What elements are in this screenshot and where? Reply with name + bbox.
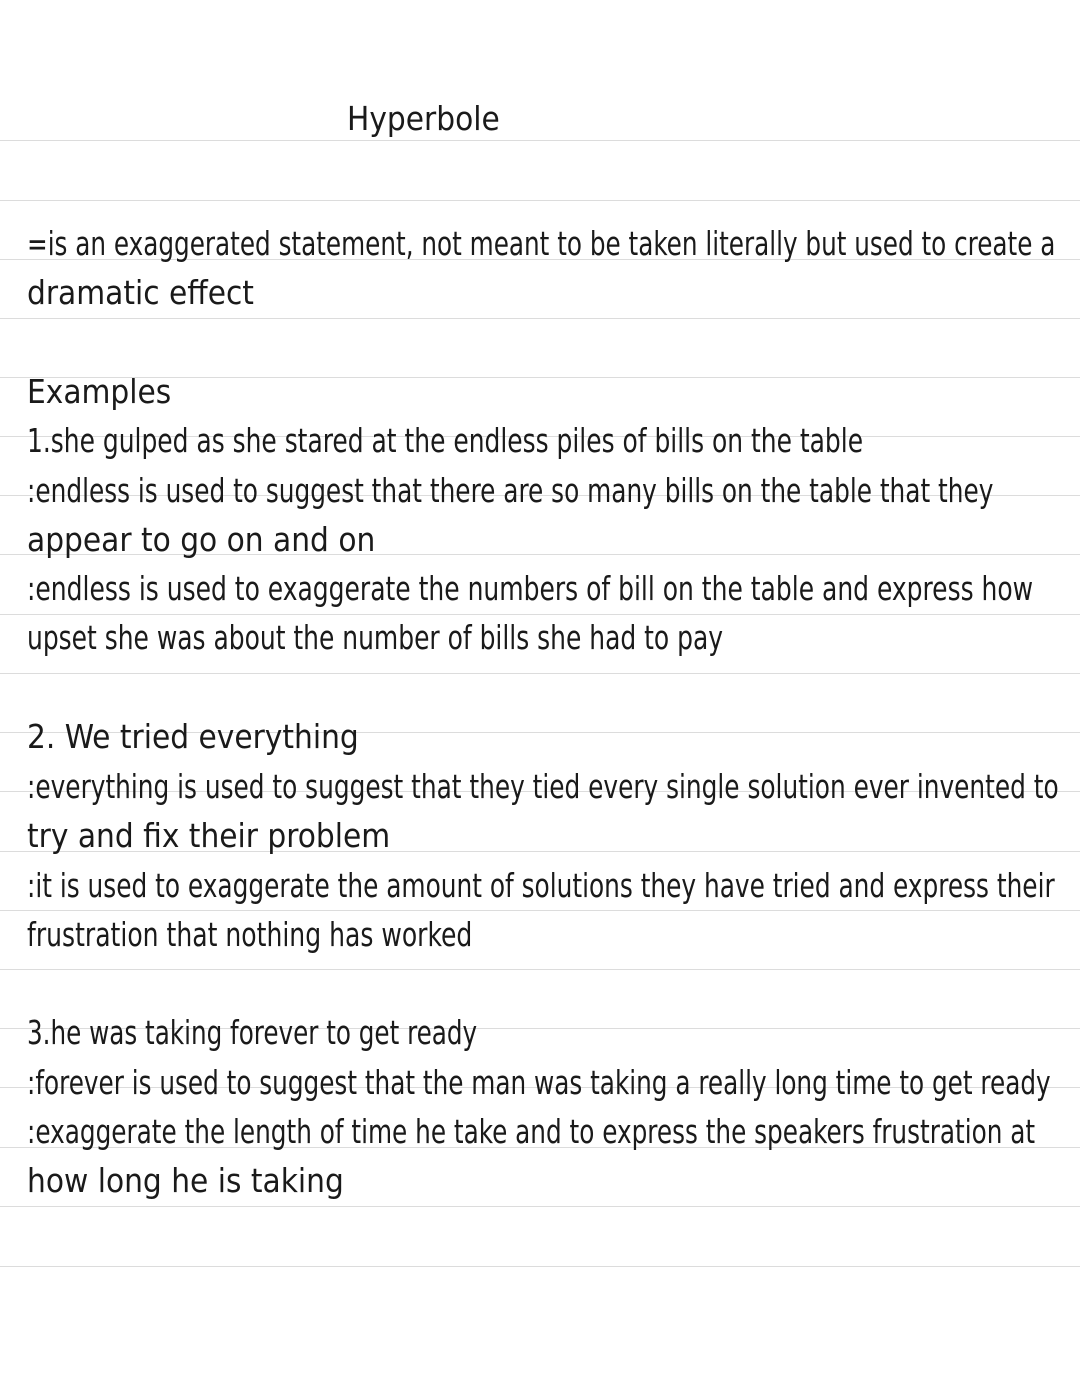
examples-heading: Examples xyxy=(27,372,172,411)
ruled-line xyxy=(0,140,1080,141)
ruled-line xyxy=(0,1266,1080,1267)
example-line: :forever is used to suggest that the man was taking a really long time to get ready xyxy=(27,1063,1051,1102)
definition-line: dramatic effect xyxy=(27,273,254,312)
example-line: :endless is used to suggest that there are so many bills on the table that they xyxy=(27,471,994,510)
page-title: Hyperbole xyxy=(347,99,500,138)
example-line: upset she was about the number of bills she had to pay xyxy=(27,618,724,657)
ruled-line xyxy=(0,200,1080,201)
example-line: :endless is used to exaggerate the numbers of bill on the table and express how xyxy=(27,569,1034,608)
ruled-line xyxy=(0,318,1080,319)
definition-line: =is an exaggerated statement, not meant to be taken literally but used to create a xyxy=(27,224,1056,263)
example-line: frustration that nothing has worked xyxy=(27,915,473,954)
example-line: appear to go on and on xyxy=(27,520,376,559)
ruled-line xyxy=(0,969,1080,970)
example-line: 2. We tried everything xyxy=(27,717,359,756)
ruled-line xyxy=(0,1206,1080,1207)
example-line: :it is used to exaggerate the amount of solutions they have tried and express their xyxy=(27,866,1055,905)
example-line: :everything is used to suggest that they tied every single solution ever invented to xyxy=(27,767,1059,806)
ruled-line xyxy=(0,910,1080,911)
ruled-line xyxy=(0,673,1080,674)
example-line: how long he is taking xyxy=(27,1161,344,1200)
example-line: 3.he was taking forever to get ready xyxy=(27,1013,478,1052)
example-line: 1.she gulped as she stared at the endless piles of bills on the table xyxy=(27,421,864,460)
example-line: try and fix their problem xyxy=(27,816,391,855)
ruled-line xyxy=(0,614,1080,615)
example-line: :exaggerate the length of time he take and to express the speakers frustration at xyxy=(27,1112,1036,1151)
